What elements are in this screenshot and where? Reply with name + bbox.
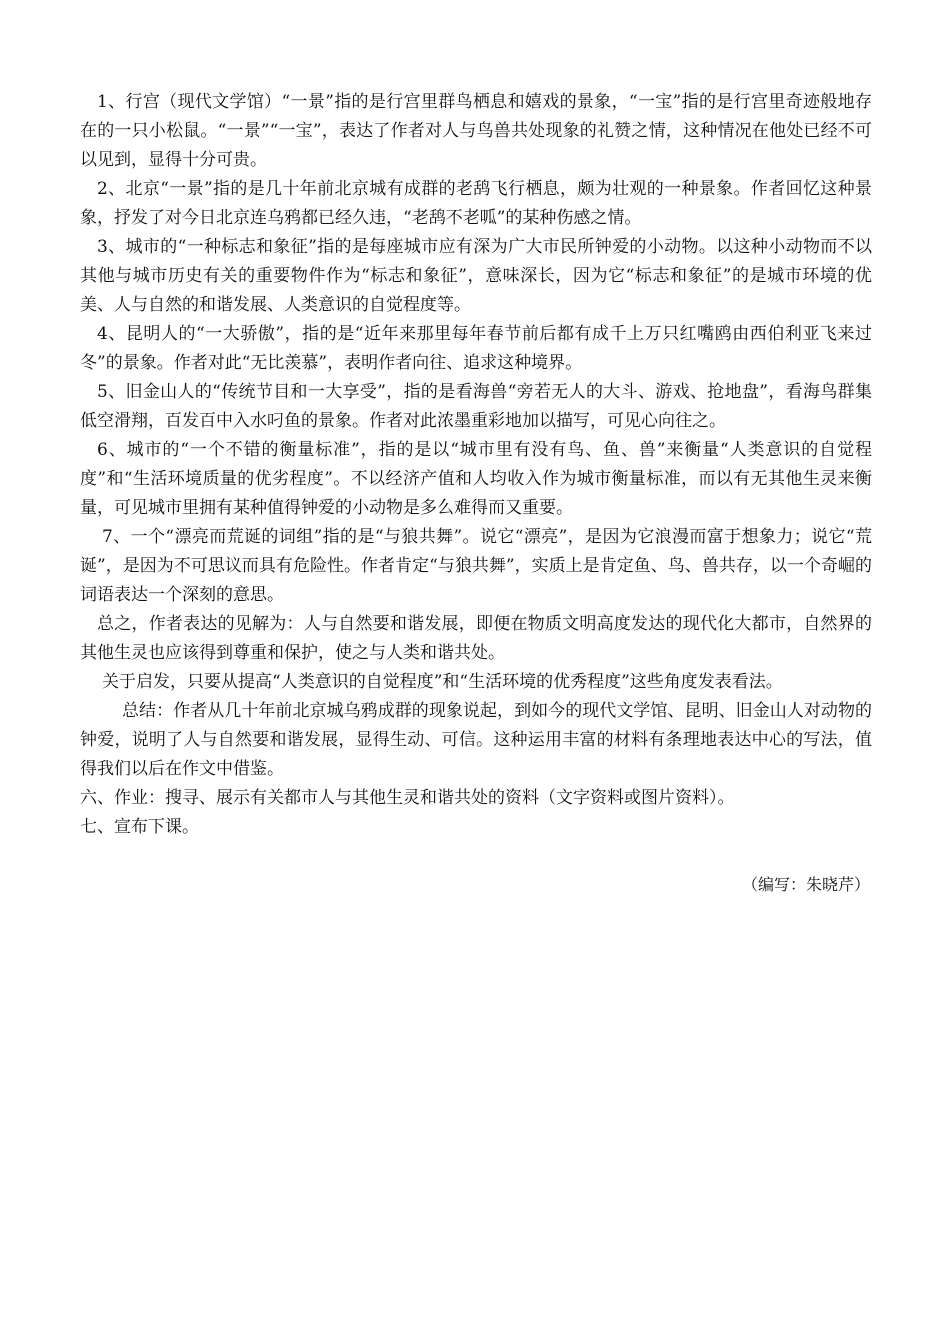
paragraph-2: 2、北京“一景”指的是几十年前北京城有成群的老鸹飞行栖息，颇为壮观的一种景象。作者回忆这种景象，抒发了对今日北京连乌鸦都已经久违，“老鸹不老呱”的某种伤感之情。 — [80, 179, 872, 228]
paragraph-1: 1、行宫（现代文学馆）“一景”指的是行宫里群鸟栖息和嬉戏的景象，“一宝”指的是行宫里奇迹般地存在的一只小松鼠。“一景”“一宝”，表达了作者对人与鸟兽共处现象的礼赞之情，这种情况在他处已经不可以见到，显得十分可贵。 — [80, 92, 872, 170]
paragraph-summary: 总之，作者表达的见解为：人与自然要和谐发展，即便在物质文明高度发达的现代化大都市，自然界的其他生灵也应该得到尊重和保护，使之与人类和谐共处。 — [80, 614, 872, 663]
class-dismissed: 七、宣布下课。 — [80, 817, 199, 837]
paragraph-6: 6、城市的“一个不错的衡量标准”，指的是以“城市里有没有鸟、鱼、兽”来衡量“人类意识的自觉程度”和“生活环境质量的优劣程度”。不以经济产值和人均收入作为城市衡量标准，而以有无其他生灵来衡量，可见城市里拥有某种值得钟爱的小动物是多么难得而又重要。 — [80, 440, 872, 518]
paragraph-3: 3、城市的“一种标志和象征”指的是每座城市应有深为广大市民所钟爱的小动物。以这种小动物而不以其他与城市历史有关的重要物件作为“标志和象征”，意味深长，因为它“标志和象征”的是城市环境的优美、人与自然的和谐发展、人类意识的自觉程度等。 — [80, 237, 872, 315]
homework-section: 六、作业：搜寻、展示有关都市人与其他生灵和谐共处的资料（文字资料或图片资料）。 — [80, 788, 735, 808]
paragraph-conclusion: 总结：作者从几十年前北京城乌鸦成群的现象说起，到如今的现代文学馆、昆明、旧金山人对动物的钟爱，说明了人与自然要和谐发展，显得生动、可信。这种运用丰富的材料有条理地表达中心的写法，值得我们以后在作文中借鉴。 — [80, 701, 872, 779]
paragraph-inspiration: 关于启发，只要从提高“人类意识的自觉程度”和“生活环境的优秀程度”这些角度发表看法。 — [102, 672, 783, 692]
paragraph-4: 4、昆明人的“一大骄傲”，指的是“近年来那里每年春节前后都有成千上万只红嘴鸥由西伯利亚飞来过冬”的景象。作者对此“无比羡慕”，表明作者向往、追求这种境界。 — [80, 324, 872, 373]
paragraph-5: 5、旧金山人的“传统节目和一大享受”，指的是看海兽“旁若无人的大斗、游戏、抢地盘”，看海鸟群集低空滑翔，百发百中入水叼鱼的景象。作者对此浓墨重彩地加以描写，可见心向往之。 — [80, 382, 872, 431]
document-page — [80, 88, 872, 899]
paragraph-7: 7、一个“漂亮而荒诞的词组”指的是“与狼共舞”。说它“漂亮”，是因为它浪漫而富于想象力；说它“荒诞”，是因为不可思议而具有危险性。作者肯定“与狼共舞”，实质上是肯定鱼、鸟、兽共存，以一个奇崛的词语表达一个深刻的意思。 — [80, 527, 872, 605]
author-signature: （编写：朱晓芹） — [741, 875, 870, 894]
